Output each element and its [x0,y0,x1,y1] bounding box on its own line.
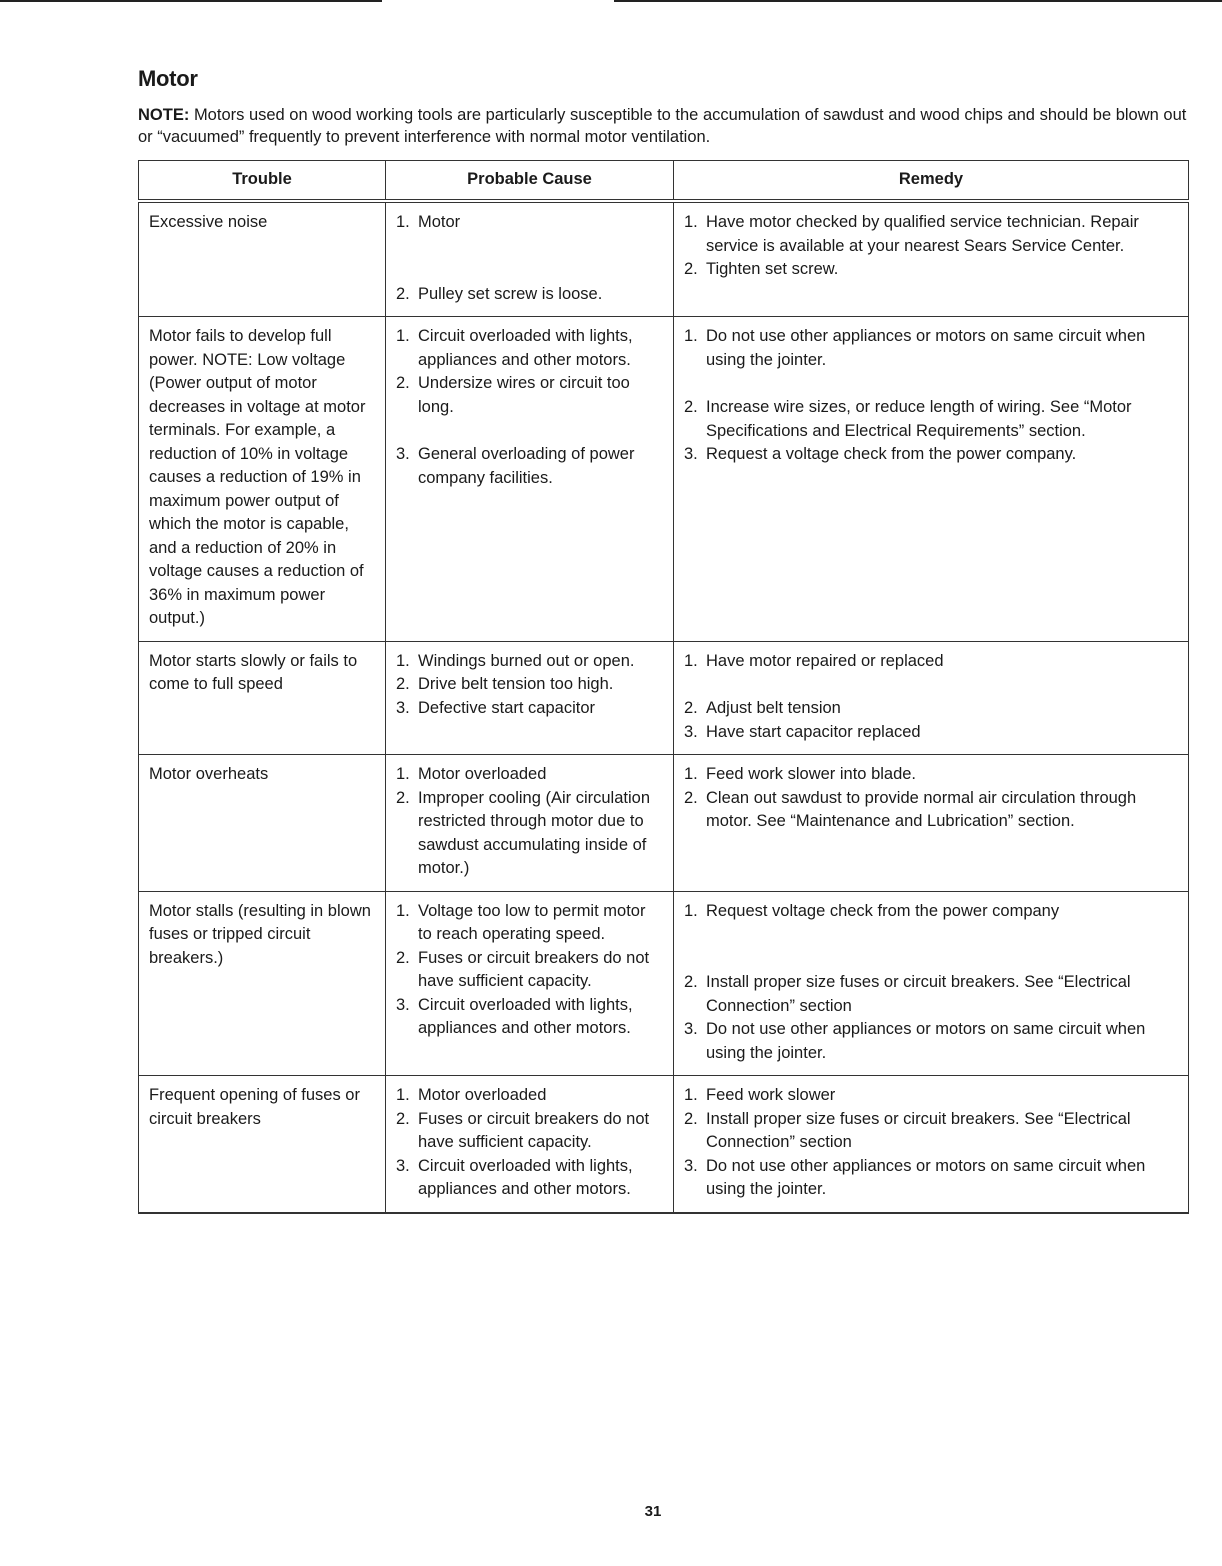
list-item: 2. Undersize wires or circuit too long. [396,374,630,416]
list-item: 1. Feed work slower into blade. [684,765,917,783]
trouble-cell: Motor starts slowly or fails to come to full speed [139,641,386,755]
list-item: 1. Feed work slower [684,1086,836,1104]
note-label: NOTE: [138,106,190,124]
list-item: 3. Do not use other appliances or motors on same circuit when using the jointer. [684,1156,1146,1198]
list-item: 2. Tighten set screw. [684,260,839,278]
remedy-cell [674,201,1189,317]
trouble-cell: Excessive noise [139,201,386,317]
list-item: 3. Have start capacitor replaced [684,722,921,741]
list-item: 3. Circuit overloaded with lights, appliances and other motors. [396,1156,633,1198]
header-trouble: Trouble [139,161,386,202]
list-item: 2. Install proper size fuses or circuit breakers. See “Electrical Connection” section [684,1109,1131,1151]
list-item: 2. Improper cooling (Air circulation restricted through motor due to sawdust accumulating inside of motor.) [396,788,651,877]
list-item: 3. General overloading of power company facilities. [396,445,635,487]
cause-cell [386,317,674,642]
list-item: 2. Drive belt tension too high. [396,675,614,693]
list-item: 2. Increase wire sizes, or reduce length of wiring. See “Motor Specifications and Electrical Requirements” section. [684,398,1132,440]
troubleshooting-table [138,160,1189,1214]
table-row [139,1076,1189,1213]
list-item: 2. Adjust belt tension [684,699,841,717]
cause-cell [386,1076,674,1213]
remedy-cell [674,755,1189,892]
list-item: 2. Pulley set screw is loose. [396,284,603,303]
trouble-cell: Motor stalls (resulting in blown fuses or tripped circuit breakers.) [139,891,386,1076]
page-number: 31 [644,1503,662,1520]
list-item: 1. Request voltage check from the power company [684,901,1060,920]
list-item: 2. Fuses or circuit breakers do not have sufficient capacity. [396,1109,650,1151]
list-item: 3. Do not use other appliances or motors on same circuit when using the jointer. [684,1020,1146,1062]
cause-cell [386,201,674,317]
list-item: 1. Have motor checked by qualified service technician. Repair service is available at your nearest Sears Service Center. [684,213,1139,255]
list-item: 1. Motor overloaded [396,765,547,783]
header-remedy: Remedy [674,161,1189,202]
list-item: 2. Clean out sawdust to provide normal air circulation through motor. See “Maintenance and Lubrication” section. [684,788,1137,830]
table-row [139,317,1189,642]
remedy-cell [674,1076,1189,1213]
cause-cell [386,891,674,1076]
top-rule-left [0,0,382,2]
top-rule-right [614,0,1222,2]
list-item: 3. Circuit overloaded with lights, appliances and other motors. [396,995,633,1037]
header-probable-cause: Probable Cause [386,161,674,202]
cause-cell [386,641,674,755]
list-item: 2. Install proper size fuses or circuit breakers. See “Electrical Connection” section [684,973,1131,1015]
remedy-cell [674,641,1189,755]
list-item: 1. Voltage too low to permit motor to reach operating speed. [396,901,646,943]
list-item: 3. Request a voltage check from the power company. [684,445,1077,463]
list-item: 3. Defective start capacitor [396,698,595,717]
list-item: 1. Do not use other appliances or motors on same circuit when using the jointer. [684,327,1146,369]
table-row [139,641,1189,755]
list-item: 2. Fuses or circuit breakers do not have sufficient capacity. [396,948,650,990]
list-item: 1. Circuit overloaded with lights, appliances and other motors. [396,327,633,369]
table-row [139,891,1189,1076]
list-item: 1. Have motor repaired or replaced [684,651,944,670]
table-header-row [139,161,1189,202]
list-item: 1. Motor [396,213,461,231]
cause-cell [386,755,674,892]
trouble-cell: Frequent opening of fuses or circuit breakers [139,1076,386,1213]
table-row [139,201,1189,317]
note-text: Motors used on wood working tools are particularly susceptible to the accumulation of sawdust and wood chips and should be blown out or “vacuumed” frequently to prevent interference with normal motor ventilation. [138,106,1187,146]
remedy-cell [674,317,1189,642]
motor-note [138,104,1190,148]
section-title: Motor [138,66,198,91]
table-row [139,755,1189,892]
trouble-cell: Motor overheats [139,755,386,892]
list-item: 1. Motor overloaded [396,1086,547,1104]
trouble-cell: Motor fails to develop full power. NOTE: Low voltage (Power output of motor decreases in voltage at motor terminals. For example, a reduction of 10% in voltage causes a reduction of 19% in maximum power output of which the motor is capable, and a reduction of 20% in voltage causes a reduction of 36% in maximum power output.) [139,317,386,642]
list-item: 1. Windings burned out or open. [396,651,635,670]
remedy-cell [674,891,1189,1076]
